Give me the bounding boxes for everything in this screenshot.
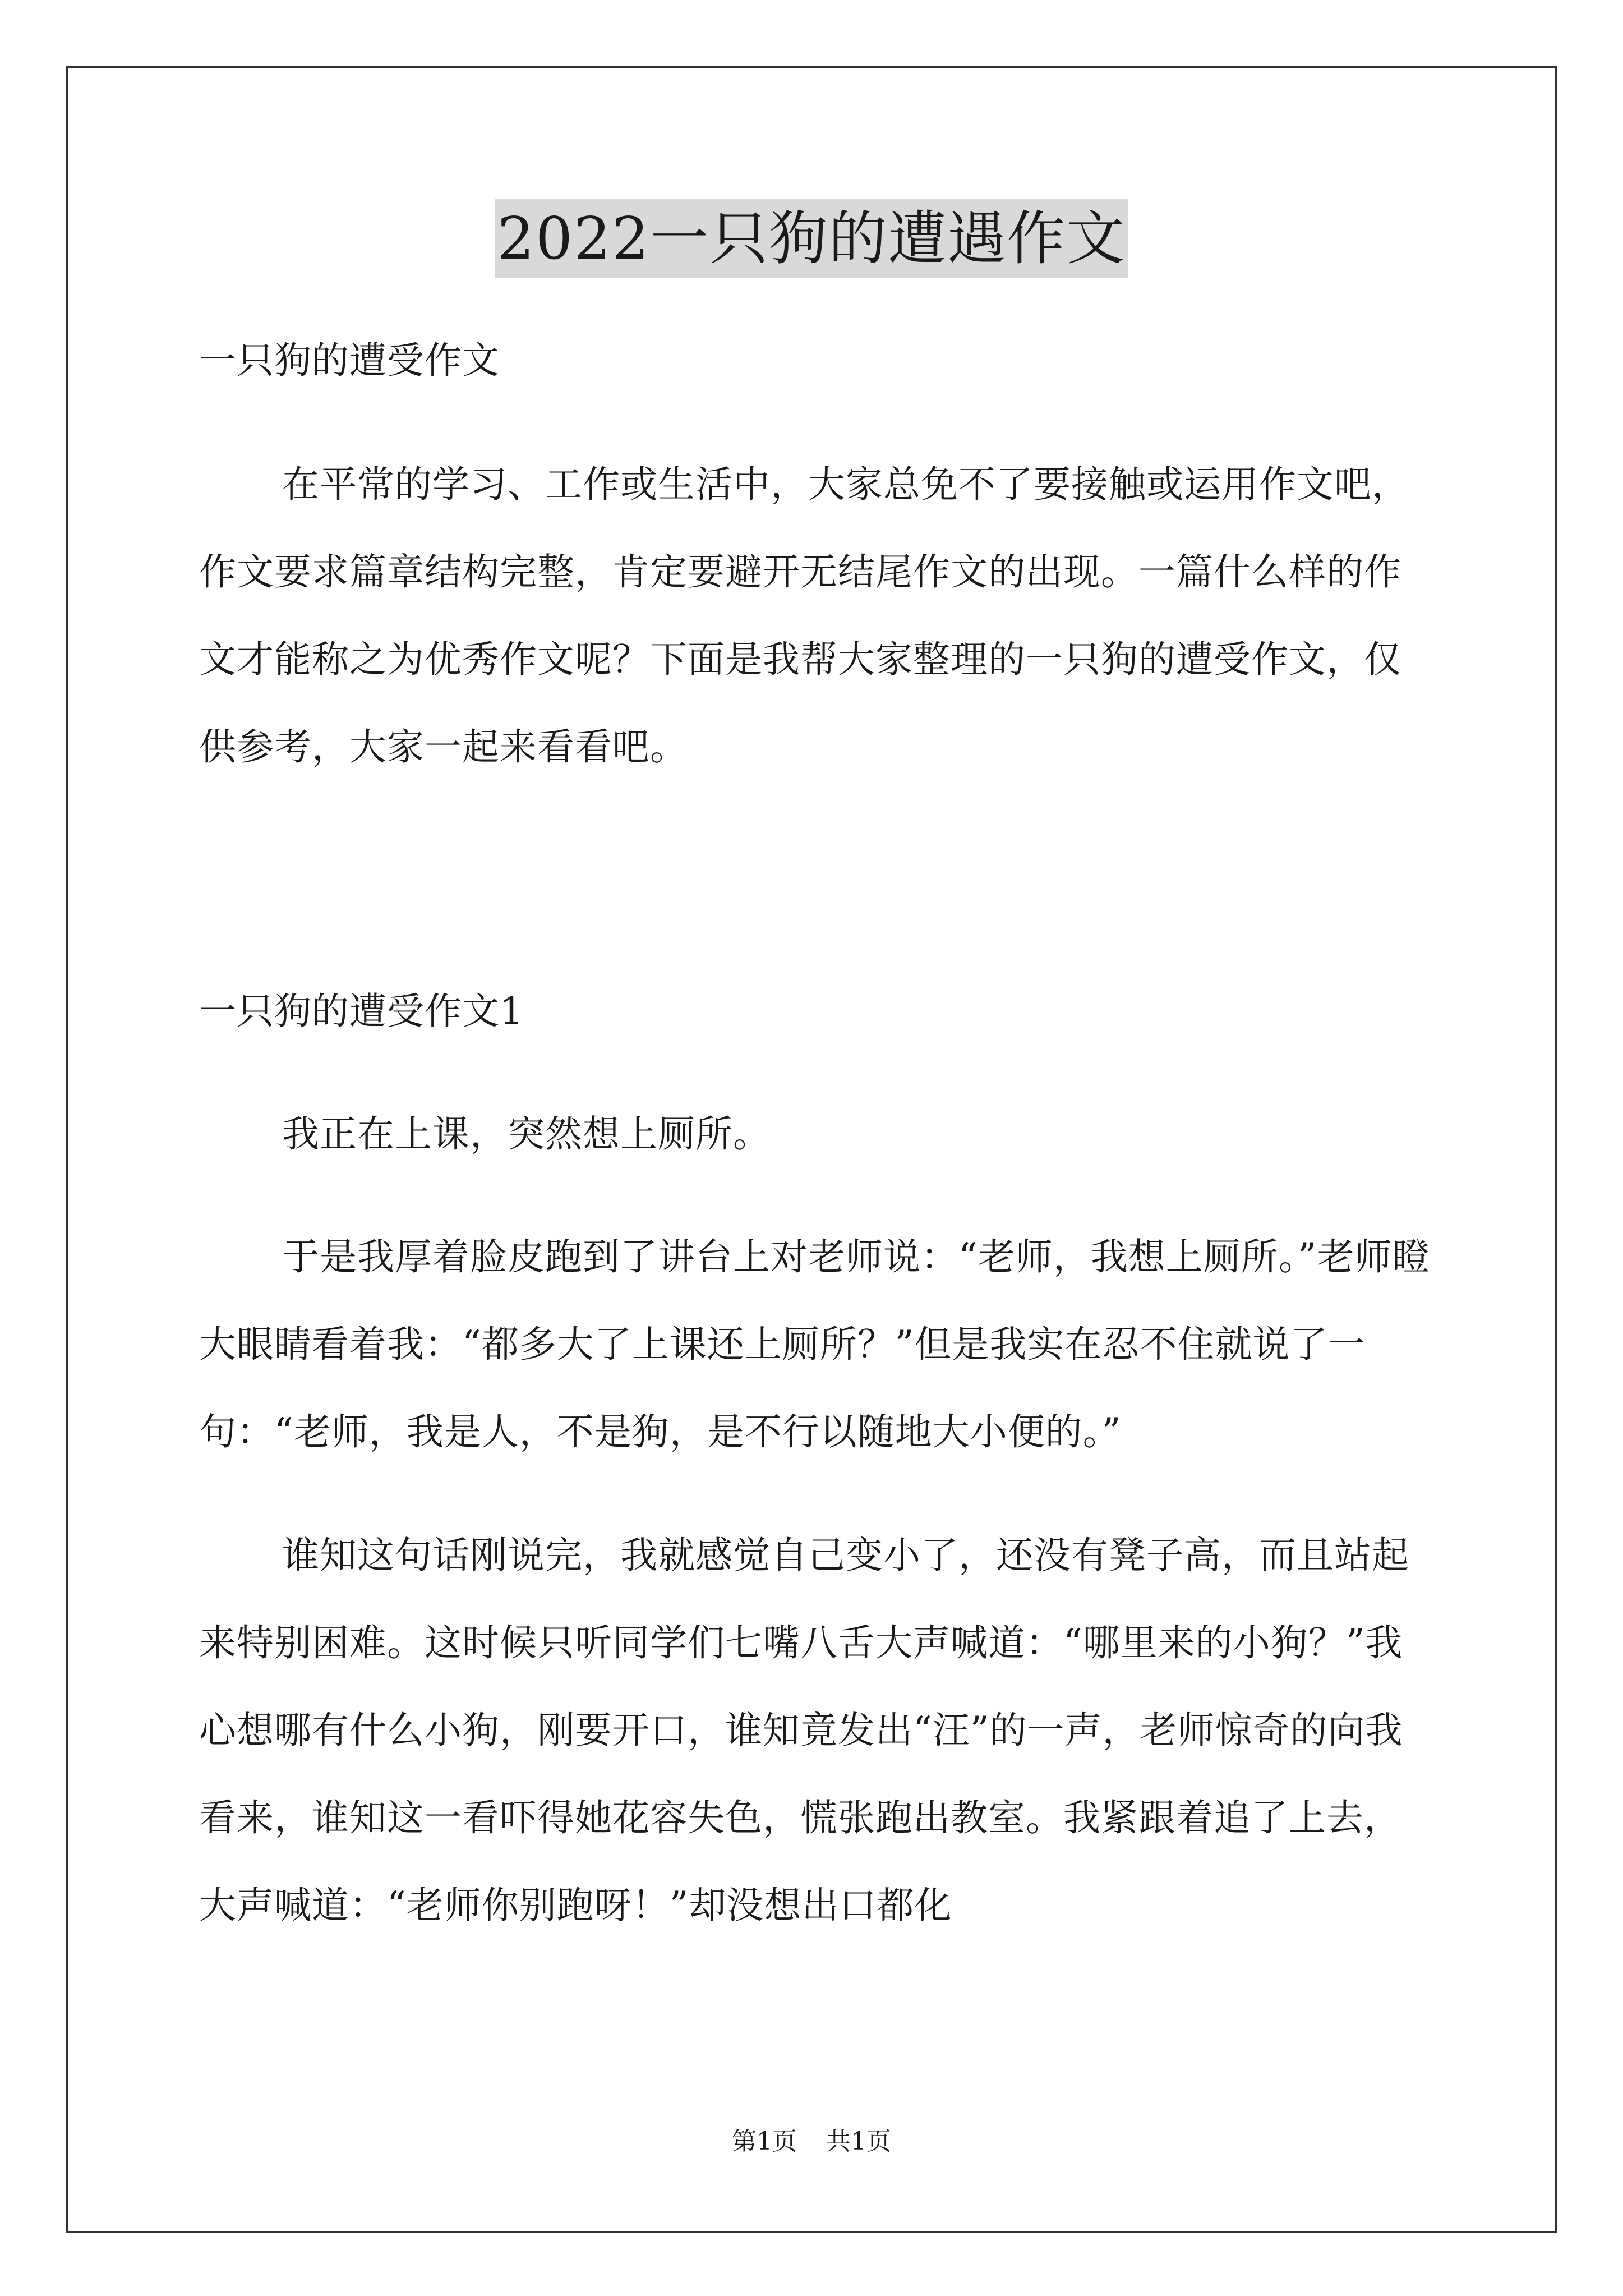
essay-1-heading: 一只狗的遭受作文1 bbox=[199, 990, 524, 1033]
document-title: 2022一只狗的遭遇作文 bbox=[495, 199, 1128, 278]
essay-1-paragraph-1: 我正在上课，突然想上厕所。 bbox=[282, 1112, 771, 1156]
essay-1-paragraph-3: 谁知这句话刚说完，我就感觉自己变小了，还没有凳子高，而且站起来特别困难。这时候只听同学们七嘴八舌大声喊道：“哪里来的小狗？”我心想哪有什么小狗，刚要开口，谁知竟发出“汪”的一声，老师惊奇的向我看来，谁知这一看吓得她花容失色，慌张跑出教室。我紧跟着追了上去，大声喊道：“老师你别跑呀！”却没想出口都化 bbox=[199, 1534, 1409, 1927]
page-footer bbox=[0, 2125, 1623, 2159]
intro-heading: 一只狗的遭受作文 bbox=[199, 339, 500, 382]
essay-1-paragraph-2: 于是我厚着脸皮跑到了讲台上对老师说：“老师，我想上厕所。”老师瞪大眼睛看着我：“都多大了上课还上厕所？”但是我实在忍不住就说了一句：“老师，我是人，不是狗，是不行以随地大小便的。” bbox=[199, 1235, 1430, 1453]
intro-paragraph: 在平常的学习、工作或生活中，大家总免不了要接触或运用作文吧，作文要求篇章结构完整，肯定要避开无结尾作文的出现。一篇什么样的作文才能称之为优秀作文呢？下面是我帮大家整理的一只狗的遭受作文，仅供参考，大家一起来看看吧。 bbox=[199, 463, 1409, 769]
page-number: 第1页 bbox=[732, 2127, 797, 2156]
page-total: 共1页 bbox=[826, 2127, 891, 2156]
title-container bbox=[0, 199, 1623, 278]
